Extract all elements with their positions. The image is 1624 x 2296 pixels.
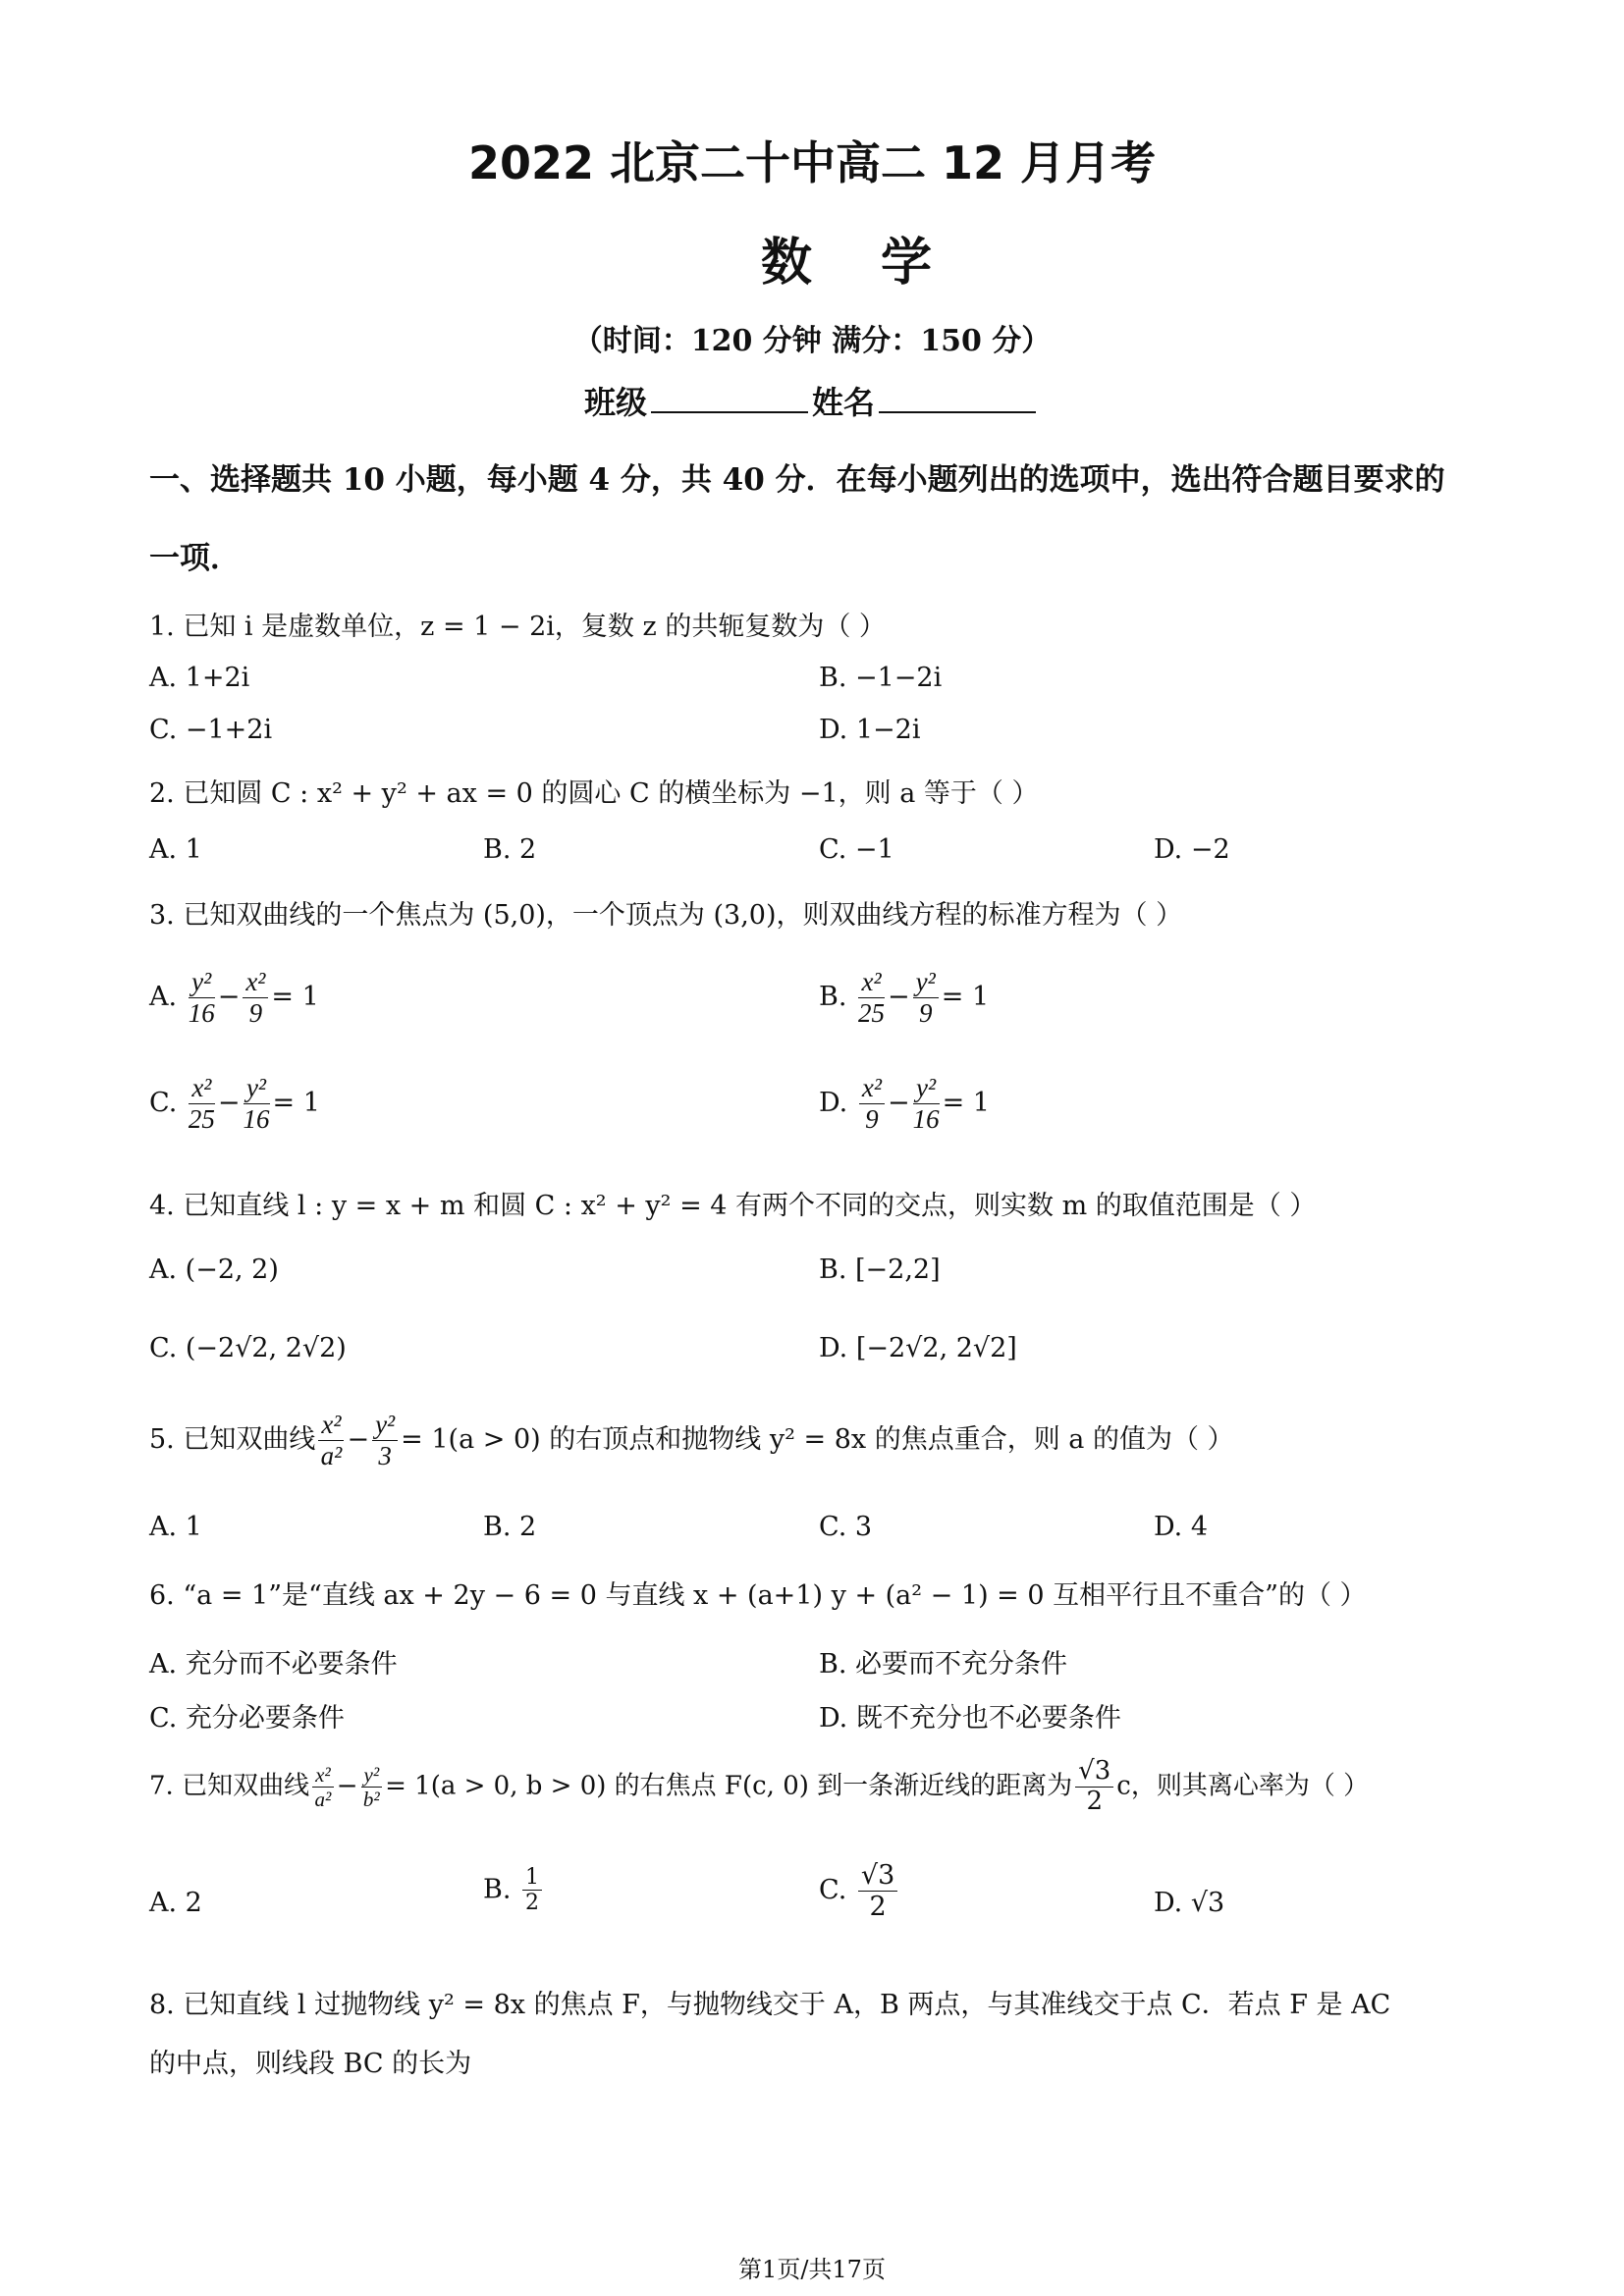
q4-option-b: B. [−2,2]	[819, 1255, 941, 1285]
question-3: 3. 已知双曲线的一个焦点为 (5,0)，一个顶点为 (3,0)，则双曲线方程的标准方程为（ ）	[149, 900, 1183, 931]
name-label: 姓名	[812, 384, 876, 421]
q7-option-c: C. $\frac{√3}{2}$	[819, 1860, 900, 1922]
exam-title: 2022 北京二十中高二 12 月月考	[467, 136, 1157, 189]
question-7: 7. 已知双曲线 $\frac{\text{x²}}{\text{a²}}$ − $\frac{\text{y²}}{\text{b²}}$ = 1(a > 0, b > 0) 的右焦点 F(c, 0) 到一条渐近线的距离为 $\frac{√3}{2}$ c，则其离心率为（ ）	[149, 1756, 1370, 1816]
question-8-line1: 8. 已知直线 l 过抛物线 y² = 8x 的焦点 F，与抛物线交于 A，B 两点，与其准线交于点 C．若点 F 是 AC	[149, 1990, 1391, 2020]
question-2: 2. 已知圆 C : x² + y² + ax = 0 的圆心 C 的横坐标为 −1，则 a 等于（ ）	[149, 778, 1039, 809]
q4-option-a: A. (−2, 2)	[149, 1255, 279, 1285]
q5-option-a: A. 1	[149, 1512, 202, 1542]
q7-option-d: D. √3	[1154, 1888, 1225, 1918]
q1-option-b: B. −1−2i	[819, 663, 943, 693]
q3-option-d: D. $\frac{\text{x²}}{9}$ − $\frac{\text{y²}}{16}$ = 1	[819, 1073, 990, 1135]
q1-option-c: C. −1+2i	[149, 715, 273, 745]
q3-option-b: B. $\frac{\text{x²}}{25}$ − $\frac{\text{y²}}{9}$ = 1	[819, 967, 990, 1029]
exam-info: （时间：120 分钟 满分：150 分）	[572, 324, 1052, 358]
question-5: 5. 已知双曲线 $\frac{\text{x²}}{\text{a²}}$ − $\frac{\text{y²}}{3}$ = 1(a > 0) 的右顶点和抛物线 y² = 8x 的焦点重合，则 a 的值为（ ）	[149, 1410, 1234, 1471]
q6-option-c: C. 充分必要条件	[149, 1703, 345, 1734]
q7-option-b: B. $\frac{1}{2}$	[483, 1865, 545, 1916]
q5-option-c: C. 3	[819, 1512, 873, 1542]
q5-option-b: B. 2	[483, 1512, 537, 1542]
q2-option-b: B. 2	[483, 834, 537, 865]
q6-option-a: A. 充分而不必要条件	[149, 1649, 398, 1680]
q6-option-b: B. 必要而不充分条件	[819, 1649, 1068, 1680]
question-4: 4. 已知直线 l : y = x + m 和圆 C : x² + y² = 4 有两个不同的交点，则实数 m 的取值范围是（ ）	[149, 1191, 1317, 1221]
q5-option-d: D. 4	[1154, 1512, 1209, 1542]
subject-title: 数学	[760, 234, 1001, 293]
q2-option-a: A. 1	[149, 834, 202, 865]
q4-option-d: D. [−2√2, 2√2]	[819, 1333, 1017, 1363]
q3-option-c: C. $\frac{\text{x²}}{25}$ − $\frac{\text{y²}}{16}$ = 1	[149, 1073, 320, 1135]
question-8-line2: 的中点，则线段 BC 的长为	[149, 2049, 472, 2079]
class-name-line	[0, 378, 1624, 423]
q2-option-d: D. −2	[1154, 834, 1230, 865]
class-blank	[651, 382, 808, 413]
question-6: 6. “a = 1”是“直线 ax + 2y − 6 = 0 与直线 x + (a+1) y + (a² − 1) = 0 互相平行且不重合”的（ ）	[149, 1580, 1367, 1611]
q4-option-c: C. (−2√2, 2√2)	[149, 1333, 347, 1363]
q3-option-a: A. $\frac{\text{y²}}{16}$ − $\frac{\text{x²}}{9}$ = 1	[149, 967, 319, 1029]
q1-option-a: A. 1+2i	[149, 663, 250, 693]
page-footer: 第1页/共17页	[738, 2256, 886, 2283]
name-blank	[879, 382, 1036, 413]
q1-option-d: D. 1−2i	[819, 715, 921, 745]
section-heading-line1: 一、选择题共 10 小题，每小题 4 分，共 40 分．在每小题列出的选项中，选出符合题目要求的	[149, 462, 1445, 498]
question-1: 1. 已知 i 是虚数单位，z = 1 − 2i，复数 z 的共轭复数为（ ）	[149, 612, 886, 642]
class-label: 班级	[583, 384, 647, 421]
section-heading-line2: 一项．	[149, 541, 241, 576]
q7-option-a: A. 2	[149, 1888, 202, 1918]
q6-option-d: D. 既不充分也不必要条件	[819, 1703, 1121, 1734]
q2-option-c: C. −1	[819, 834, 894, 865]
